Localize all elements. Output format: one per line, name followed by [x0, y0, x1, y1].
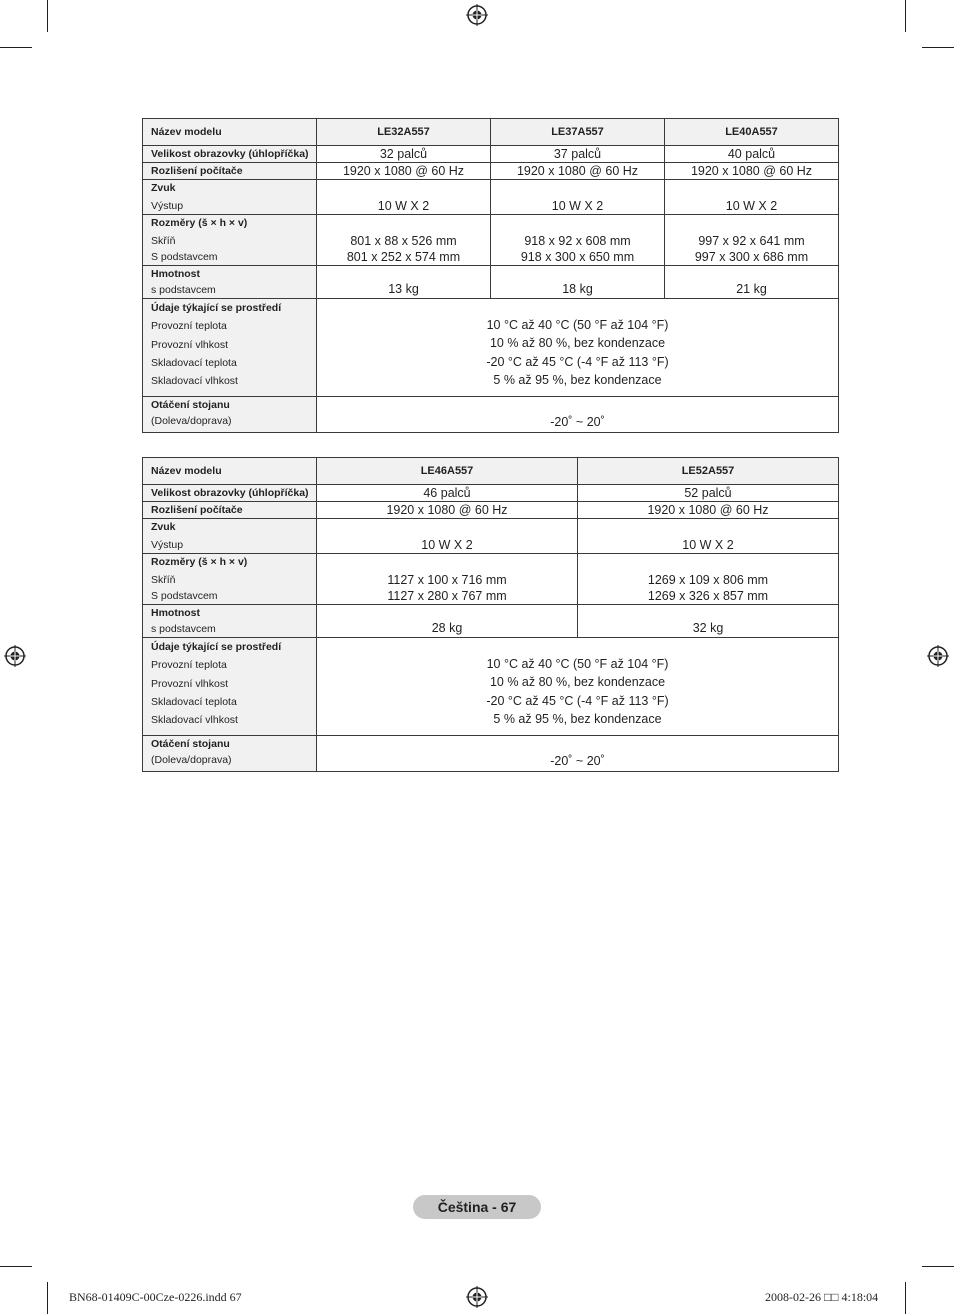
- cell-value: 997 x 92 x 641 mm: [698, 234, 805, 248]
- cell-value: 918 x 300 x 650 mm: [520, 250, 635, 264]
- cell-value: 1920 x 1080 @ 60 Hz: [665, 163, 839, 180]
- cell-value: 10 °C až 40 °C (50 °F až 104 °F): [486, 318, 669, 332]
- cell-value: 13 kg: [317, 266, 491, 299]
- cell-value: -20 °C až 45 °C (-4 °F až 113 °F): [486, 354, 669, 369]
- row-sublabel: Provozní teplota: [151, 320, 227, 333]
- crop-mark: [922, 1266, 954, 1267]
- row-sublabel: Skladovací vlhkost: [151, 375, 238, 388]
- row-label: Rozměry (š × h × v): [151, 556, 248, 568]
- cell-value: 21 kg: [665, 266, 839, 299]
- cell-value: 46 palců: [317, 485, 578, 502]
- cell-value: 10 W X 2: [317, 519, 578, 554]
- cell-value: 10 W X 2: [491, 180, 665, 215]
- model-name: LE32A557: [317, 119, 491, 146]
- cell-value: 10 W X 2: [317, 180, 491, 215]
- cell-value: 801 x 88 x 526 mm: [350, 234, 457, 248]
- cell-value: 10 W X 2: [665, 180, 839, 215]
- row-sublabel: (Doleva/doprava): [151, 754, 232, 767]
- cell-value: 28 kg: [317, 605, 578, 638]
- row-sublabel: Provozní teplota: [151, 659, 227, 672]
- cell-value: 801 x 252 x 574 mm: [346, 250, 461, 264]
- row-label: Velikost obrazovky (úhlopříčka): [151, 148, 309, 160]
- row-label: Rozlišení počítače: [151, 504, 243, 516]
- cell-value: -20˚ ~ 20˚: [317, 397, 839, 433]
- cell-value: 10 W X 2: [578, 519, 839, 554]
- cell-value: 10 % až 80 %, bez kondenzace: [489, 675, 666, 690]
- registration-mark-icon: [466, 4, 488, 26]
- cell-value: 1269 x 109 x 806 mm: [647, 573, 769, 587]
- row-label: Rozlišení počítače: [151, 165, 243, 177]
- table-row: [143, 397, 839, 433]
- crop-mark: [47, 1282, 48, 1314]
- cell-value: 1920 x 1080 @ 60 Hz: [317, 163, 491, 180]
- cell-value: 40 palců: [665, 146, 839, 163]
- crop-mark: [0, 1266, 32, 1267]
- row-label: Velikost obrazovky (úhlopříčka): [151, 487, 309, 499]
- cell-value: -20˚ ~ 20˚: [317, 736, 839, 772]
- cell-value: 997 x 300 x 686 mm: [694, 250, 809, 264]
- row-label: Hmotnost: [151, 607, 200, 619]
- row-sublabel: s podstavcem: [151, 623, 216, 635]
- header-label: Název modelu: [143, 119, 317, 146]
- cell-value: 1127 x 100 x 716 mm: [387, 573, 507, 587]
- table-row: [143, 485, 839, 502]
- row-sublabel: s podstavcem: [151, 284, 216, 296]
- page-number-label: Čeština - 67: [413, 1195, 541, 1219]
- print-slug-filename: BN68-01409C-00Cze-0226.indd 67: [69, 1290, 242, 1304]
- row-sublabel: Skladovací vlhkost: [151, 714, 238, 727]
- table-row: [143, 266, 839, 299]
- cell-value: 5 % až 95 %, bez kondenzace: [493, 372, 662, 387]
- registration-mark-icon: [4, 645, 26, 667]
- row-sublabel: Provozní vlhkost: [151, 338, 229, 351]
- row-sublabel: S podstavcem: [151, 590, 218, 602]
- cell-value: 1920 x 1080 @ 60 Hz: [317, 502, 578, 519]
- table-row: [143, 163, 839, 180]
- row-sublabel: Skladovací teplota: [151, 695, 237, 708]
- table-row: [143, 605, 839, 638]
- crop-mark: [0, 47, 32, 48]
- table-row: [143, 736, 839, 772]
- row-sublabel: Výstup: [151, 539, 184, 551]
- cell-value: 18 kg: [491, 266, 665, 299]
- table-row: [143, 502, 839, 519]
- crop-mark: [47, 0, 48, 32]
- cell-value: 52 palců: [578, 485, 839, 502]
- row-label: Údaje týkající se prostředí: [151, 641, 282, 653]
- table-row: [143, 146, 839, 163]
- row-sublabel: Skříň: [151, 574, 176, 586]
- cell-value: 1127 x 280 x 767 mm: [387, 589, 507, 603]
- row-sublabel: Skladovací teplota: [151, 356, 237, 369]
- spec-table-1: [142, 118, 839, 433]
- table-row: [143, 638, 839, 736]
- table-row: [143, 215, 839, 266]
- row-label: Zvuk: [151, 521, 176, 533]
- row-label: Zvuk: [151, 182, 176, 194]
- model-name: LE46A557: [317, 458, 578, 485]
- registration-mark-icon: [927, 645, 949, 667]
- print-slug-timestamp: 2008-02-26 □□ 4:18:04: [765, 1290, 879, 1304]
- registration-mark-icon: [466, 1286, 488, 1308]
- cell-value: 32 kg: [578, 605, 839, 638]
- row-sublabel: Skříň: [151, 235, 176, 247]
- crop-mark: [905, 0, 906, 32]
- spec-table-2: [142, 457, 839, 772]
- row-label: Hmotnost: [151, 268, 200, 280]
- model-name: LE40A557: [665, 119, 839, 146]
- cell-value: 1269 x 326 x 857 mm: [647, 589, 769, 603]
- cell-value: 10 °C až 40 °C (50 °F až 104 °F): [486, 657, 669, 671]
- table-row: [143, 519, 839, 554]
- table-row: [143, 299, 839, 397]
- model-name: LE52A557: [578, 458, 839, 485]
- row-label: Otáčení stojanu: [151, 738, 230, 751]
- cell-value: -20 °C až 45 °C (-4 °F až 113 °F): [486, 693, 669, 708]
- cell-value: 32 palců: [317, 146, 491, 163]
- table-row: [143, 119, 839, 146]
- row-label: Rozměry (š × h × v): [151, 217, 248, 229]
- cell-value: 10 % až 80 %, bez kondenzace: [489, 336, 666, 351]
- cell-value: 37 palců: [491, 146, 665, 163]
- row-label: Údaje týkající se prostředí: [151, 302, 282, 314]
- model-name: LE37A557: [491, 119, 665, 146]
- row-label: Otáčení stojanu: [151, 399, 230, 412]
- row-sublabel: Provozní vlhkost: [151, 677, 229, 690]
- table-row: [143, 554, 839, 605]
- cell-value: 918 x 92 x 608 mm: [524, 234, 631, 248]
- crop-mark: [905, 1282, 906, 1314]
- row-sublabel: (Doleva/doprava): [151, 415, 232, 428]
- table-row: [143, 458, 839, 485]
- table-row: [143, 180, 839, 215]
- row-sublabel: S podstavcem: [151, 251, 218, 263]
- cell-value: 1920 x 1080 @ 60 Hz: [491, 163, 665, 180]
- header-label: Název modelu: [143, 458, 317, 485]
- crop-mark: [922, 47, 954, 48]
- row-sublabel: Výstup: [151, 200, 184, 212]
- cell-value: 5 % až 95 %, bez kondenzace: [493, 711, 662, 726]
- cell-value: 1920 x 1080 @ 60 Hz: [578, 502, 839, 519]
